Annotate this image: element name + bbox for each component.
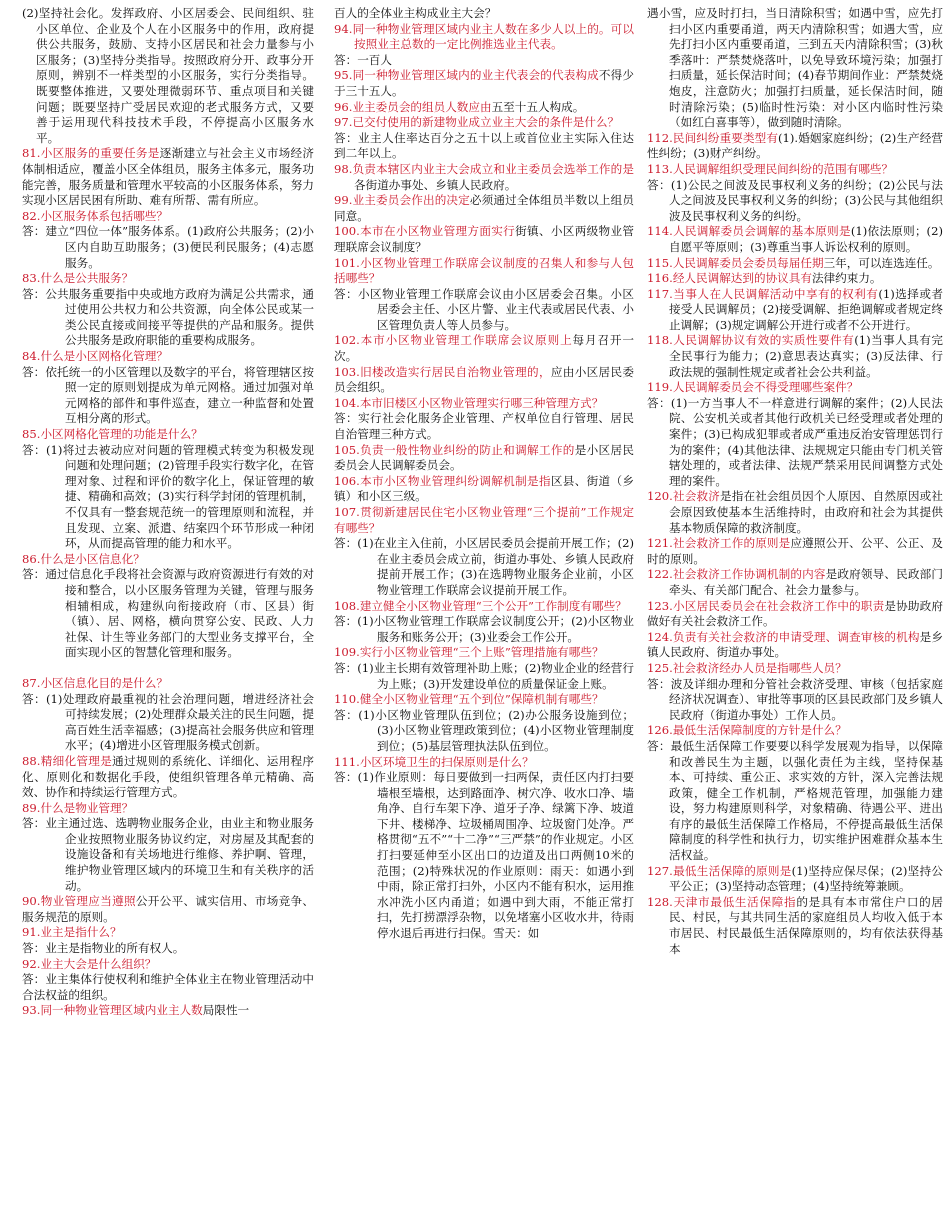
question-heading: 98.负责本辖区内业主大会成立和业主委员会选举工作的是 [334,161,634,176]
question-heading: 121.社会救济工作的原则是 [647,536,791,551]
question-heading: 113.人民调解组织受理民间纠纷的范围有哪些？ [647,161,894,176]
paragraph [22,287,314,349]
body-text: 必须通过全体组员半数以上组员同意。 [334,193,634,223]
question-heading: 104.本市旧楼区小区物业管理实行哪三种管理方式？ [334,395,604,410]
body-text: 答：依托统一的小区管理以及数字的平台，将管理辖区按照一定的原则划提成为单元网格。通过加强对单元网格的部件和事件巡查，建立一种监督和处置互相分离的形式。 [22,364,314,426]
body-text: 的是具有本市常住户口的居民、村民，与其共同生活的家庭组员人均收入低于本市居民、村民最低生活保障原则的，均有依法获得基本 [669,894,943,956]
body-text: 答：(1)在业主入住前，小区居民委员会提前开展工作；(2)在业主委员会成立前，街道办事处、乡镇人民政府提前开展工作；(3)在选聘物业服务企业前，小区物业管理工作联席会议提前开展工作。 [334,536,634,597]
body-text: 三年，可以连选连任。 [823,255,940,270]
question-heading: 108.建立健全小区物业管理“三个公开”工作制度有哪些？ [334,598,627,613]
body-text: 答：最低生活保障工作要要以科学发展观为指导，以保障和改善民生为主题，以强化责任为主线，坚持保基本、可持续、重公正、求实效的方针，深入完善法规政策，健全工作机制，严格规范管理，加强能力建设，努力构建原则科学，对象精确、待遇公平、进出有序的最低生活保障工作格局，不停提高最低生活保障制度的科学性和执行力，切实维护困难群众基本生活权益。 [647,738,943,863]
question-heading: 118.人民调解协议有效的实质性要件有 [647,333,855,348]
question-heading: 96.业主委员会的组员人数应由 [334,99,492,114]
paragraph [647,599,943,630]
question-heading: 102.本市小区物业管理工作联席会议原则上 [334,333,573,348]
paragraph [22,271,314,287]
question-heading: 122.社会救济工作协调机制的内容 [647,567,826,582]
paragraph [22,692,314,754]
question-heading: 109.实行小区物业管理“三个上账”管理措施有哪些？ [334,645,604,660]
paragraph [647,178,943,225]
question-heading: 119.人民调解委员会不得受理哪些案件？ [647,380,859,395]
paragraph [22,941,314,957]
paragraph [22,816,314,894]
question-heading: 91.业主是指什么？ [22,925,122,940]
body-text: 答：业主是指物业的所有权人。 [22,941,185,956]
paragraph [334,193,634,224]
column-right [647,6,943,1226]
question-heading: 124.负责有关社会救济的申请受理、调查审核的机构 [647,629,920,644]
question-heading: 101.小区物业管理工作联席会议制度的召集人和参与人包括哪些？ [334,255,634,286]
paragraph [22,957,314,973]
question-heading: 99.业主委员会作出的决定 [334,193,470,208]
body-text: 不得少于三十五人。 [334,68,634,98]
body-text: 答：通过信息化手段将社会资源与政府资源进行有效的对接和整合，以小区服务管理为关键，管理与服务相辅相成，构建纵向衔接政府（市、区县）街（镇）、居、网格，横向贯穿公安、民政、人力社保、计生等业务部门的大型业务支撑平台，全面实现小区的智慧化管理和服务。 [22,567,314,660]
question-heading: 84.什么是小区网格化管理？ [22,349,168,364]
paragraph [22,209,314,225]
paragraph [647,895,943,957]
body-text: 答：(1)作业原则：每日要做到一扫两保，责任区内打扫要墙根至墙根，达到路面净、树穴净、收水口净、墙角净、自行车架下净、道牙子净、绿篱下净、坡道下井、楼梯净、垃圾桶周围净、垃圾窗门处净。严格贯彻“五不”“十二净”“三严禁”的作业规定。小区打扫要延伸至小区出口的边道及出口两侧10米的范围；(2)特殊状况的作业原则：雨天：如遇小到中雨，除正常打扫外，小区内不能有积水，运用推水冲洗小区内甬道；如遇中到大雨，不能正常打扫，先打捞漂浮杂物，以免堵塞小区收水井，待雨停水退后再进行扫保。雪天：如 [334,770,634,941]
paragraph [647,739,943,864]
body-text: 答：(1)处理政府最重视的社会治理问题，增进经济社会可持续发展；(2)处理群众最关注的民生问题，提高百姓生活幸福感；(3)提高社会服务供应和管理水平；(4)增进小区管理服务模式创新。 [22,691,314,753]
body-text: 答：波及详细办理和分管社会救济受理、审核（包括家庭经济状况调查）、审批等事项的区县民政部门及乡镇人民政府（街道办事处）工作人员。 [647,676,943,722]
paragraph [647,131,943,162]
paragraph [647,162,943,178]
body-text: 百人的全体业主构成业主大会？ [334,6,497,20]
paragraph [647,723,943,739]
question-heading: 94.同一种物业管理区域内业主人数在多少人以上的。可以按照业主总数的一定比例推选业主代表。 [334,21,634,52]
question-heading: 128.天津市最低生活保障指 [647,894,797,909]
body-text: 答：(1)公民之间波及民事权利义务的纠纷；(2)公民与法人之间波及民事权利义务的纠纷；(3)公民与其他组织波及民事权利义务的纠纷。 [647,177,943,223]
paragraph [647,864,943,895]
body-text: 答：(1)小区物业管理工作联席会议制度公开；(2)小区物业服务和账务公开；(3)业委会工作公开。 [334,614,634,644]
paragraph [334,22,634,53]
body-text: 是乡镇人民政府、街道办事处。 [647,629,943,660]
paragraph [334,53,634,69]
paragraph [22,427,314,443]
paragraph [22,925,314,941]
paragraph [334,396,634,412]
paragraph [647,287,943,334]
question-heading: 97.已交付使用的新建物业成立业主大会的条件是什么？ [334,115,620,130]
question-heading: 106.本市小区物业管理纠纷调解机制是指 [334,473,551,488]
question-heading: 117.当事人在人民调解活动中享有的权利有 [647,286,879,301]
column-left [22,6,314,1226]
body-text: 答：(1)将过去被动应对问题的管理模式转变为积极发现问题和处理问题；(2)管理手段实行数字化，在管理对象、过程和评价的数字化上，保证管理的敏捷、精确和高效；(3)实行科学封闭的管理机制，不仅具有一整套规范统一的管理原则和流程，并且发现、立案、派遣、结案四个环节形成一种闭环，从而提高管理的能力和水平。 [22,442,314,551]
paragraph [647,536,943,567]
question-heading: 127.最低生活保障的原则是 [647,863,792,878]
question-heading: 123.小区居民委员会在社会救济工作中的职责 [647,598,885,613]
paragraph [22,1003,314,1019]
body-text: 答：(1)小区物业管理队伍到位；(2)办公服务设施到位；(3)小区物业管理政策到位；(4)小区物业管理制度到位；(5)基层管理执法队伍到位。 [334,707,634,753]
paragraph [334,661,634,692]
paragraph [647,271,943,287]
paragraph [334,131,634,162]
question-heading: 93.同一种物业管理区域内业主人数 [22,1003,203,1018]
paragraph [22,552,314,568]
paragraph [647,661,943,677]
paragraph [22,349,314,365]
body-text: 答：(1)业主长期有效管理补助上账；(2)物业企业的经营行为上账；(3)开发建设单位的质量保证金上账。 [334,660,634,691]
question-heading: 112.民间纠纷重要类型有 [647,130,778,145]
question-heading: 120.社会救济 [647,489,720,504]
body-text: 五至十五人构成。 [491,99,585,114]
body-text: 答：实行社会化服务企业管理、产权单位自行管理、居民自治管理三种方式。 [334,411,634,442]
question-heading: 90.物业管理应当遵照 [22,894,136,909]
paragraph-spacer [22,661,314,676]
paragraph [647,380,943,396]
body-text: 答：业主集体行使权利和维护全体业主在物业管理活动中合法权益的组织。 [22,972,314,1002]
paragraph [647,630,943,661]
body-text: 答：(1)一方当事人不一样意进行调解的案件；(2)人民法院、公安机关或者其他行政机关已经受理或者处理的案件；(3)已构成犯罪或者成严重违反治安管理惩罚行为的案件；(4)其他法律、法规规定只能由专门机关管辖处理的，或者法律、法规严禁采用民间调整方式处理的案件。 [647,395,943,488]
body-text: 区县、街道（乡镇）和小区三级。 [334,473,634,504]
question-heading: 115.人民调解委员会委员每届任期 [647,255,824,270]
paragraph [334,505,634,536]
paragraph [22,567,314,661]
paragraph [647,6,943,131]
body-text: (1)依法原则；(2)自愿平等原则；(3)尊重当事人诉讼权利的原则。 [669,224,943,254]
body-text: 是指在社会组员因个人原因、自然原因或社会原因致使基本生活维持时，由政府和社会为其提供基本物质保障的救济制度。 [669,489,943,535]
body-text: 答：公共服务重要指中央或地方政府为满足公共需求，通过使用公共权力和公共资源，向全体公民或某一类公民直接或间接平等提供的产品和服务。提供公共服务是政府职能的重要构成服务。 [22,286,314,348]
question-heading: 126.最低生活保障制度的方针是什么？ [647,723,847,738]
question-heading: 107.贯彻新建居民住宅小区物业管理“三个提前”工作规定有哪些？ [334,505,634,535]
question-heading: 103.旧楼改造实行居民自治物业管理的， [334,364,551,379]
question-heading: 85.小区网格化管理的功能是什么？ [22,427,203,442]
paragraph [22,754,314,801]
question-heading: 82.小区服务体系包括哪些？ [22,208,168,223]
paragraph [22,972,314,1003]
paragraph [334,224,634,255]
paragraph [334,708,634,755]
body-text: 每月召开一次。 [334,333,634,364]
paragraph [334,68,634,99]
question-heading: 86.什么是小区信息化？ [22,551,145,566]
body-text: 局限性一 [202,1003,250,1018]
paragraph [647,396,943,490]
body-text: (1)坚持应保尽保；(2)坚持公平公正；(3)坚持动态管理；(4)坚持统筹兼顾。 [669,863,943,894]
paragraph [22,676,314,692]
question-heading: 111.小区环境卫生的扫保原则是什么？ [334,754,534,769]
question-heading: 116.经人民调解达到的协议具有 [647,271,812,286]
body-text: 是政府领导、民政部门牵头、有关部门配合、社会力量参与。 [669,567,943,597]
paragraph [647,256,943,272]
body-text: 答：建立“四位一体”服务体系。(1)政府公共服务；(2)小区内自助互助服务；(3)便民利民服务；(4)志愿服务。 [22,224,314,270]
body-text: (1)当事人具有完全民事行为能力；(2)意思表达真实；(3)反法律、行政法规的强制性规定或者社会公共利益。 [669,333,943,379]
paragraph [334,474,634,505]
body-text: (1)选择或者接受人民调解员；(2)接受调解、拒绝调解或者规定终止调解；(3)规定调解公开进行或者不公开进行。 [669,286,943,332]
body-text: 答：小区物业管理工作联席会议由小区居委会召集。小区居委会主任、小区片警、业主代表或居民代表、小区管理负责人等人员参与。 [334,286,634,332]
question-heading: 83.什么是公共服务？ [22,271,134,286]
paragraph [22,365,314,427]
body-text: 各街道办事处、乡镇人民政府。 [354,177,517,192]
paragraph [334,115,634,131]
paragraph [647,224,943,255]
paragraph [334,770,634,942]
body-text: 应由小区居民委员会组织。 [334,364,634,395]
body-text: 法律约束力。 [811,271,882,286]
paragraph [22,146,314,208]
body-text: 答：一百人 [334,52,392,67]
body-text: (1).婚姻家庭纠纷；(2)生产经营性纠纷；(3)财产纠纷。 [647,130,943,161]
body-text: 答：业主通过选、选聘物业服务企业，由业主和物业服务企业按照物业服务协议约定，对房屋及其配套的设施设备和有关场地进行维修、养护啊、管理，维护物业管理区域内的环境卫生和有关秩序的活动。 [22,816,314,893]
paragraph [22,801,314,817]
body-text: 是小区居民委员会人民调解委员会。 [334,442,634,473]
column-middle [334,6,634,1226]
paragraph [22,6,314,146]
paragraph [647,567,943,598]
paragraph [647,677,943,724]
question-heading: 92.业主大会是什么组织？ [22,956,157,971]
body-text: 街镇、小区两级物业管理联席会议制度？ [334,224,634,254]
paragraph [334,614,634,645]
body-text: 逐渐建立与社会主义市场经济体制相适应，覆盖小区全体组员，服务主体多元，服务功能完善，服务质量和管理水平较高的小区服务体系，努力实现小区居民困有所助、难有所帮、需有所应。 [22,146,314,208]
paragraph [334,6,634,22]
body-text: 通过规则的系统化、详细化、运用程序化、原则化和数据化手段，使组织管理各单元精确、高效、协作和持续运行管理方式。 [22,753,314,800]
paragraph [22,224,314,271]
body-text: 答：业主人住率达百分之五十以上或首位业主实际入住达到二年以上。 [334,130,634,161]
question-heading: 95.同一种物业管理区域内的业主代表会的代表构成 [334,68,599,83]
paragraph [334,443,634,474]
paragraph [334,365,634,396]
paragraph [22,443,314,552]
question-heading: 81.小区服务的重要任务是 [22,146,160,161]
paragraph [334,256,634,287]
paragraph [334,162,634,193]
body-text: (2)坚持社会化。发挥政府、小区居委会、民间组织、驻小区单位、企业及个人在小区服务中的作用，政府提供公共服务，鼓励、支持小区居民和社会力量参与小区服务；(3)坚持分类指导。按照政府分开、政事分开原则，辨别不一样类型的小区服务，实行分类指导。既要整体推进，又要处理微弱环节、重点项目和关键问题；既要坚持广受居民欢迎的老式服务方式，又要善于运用现代科技技术手段，不停提高小区服务水平。 [22,6,314,145]
question-heading: 114.人民调解委员会调解的基本原则是 [647,224,851,239]
paragraph [334,692,634,708]
body-text: 公开公平、诚实信用、市场竞争、服务规范的原则。 [22,894,314,924]
paragraph [647,489,943,536]
question-heading: 89.什么是物业管理？ [22,800,134,815]
paragraph [647,333,943,380]
paragraph [334,100,634,116]
question-heading: 87.小区信息化目的是什么？ [22,675,168,690]
paragraph [334,411,634,442]
question-heading: 105.负责一般性物业纠纷的防止和调解工作的 [334,442,575,457]
paragraph [334,333,634,364]
paragraph [334,287,634,334]
question-heading: 100.本市在小区物业管理方面实行 [334,224,516,239]
paragraph [334,755,634,771]
paragraph [334,645,634,661]
question-heading: 110.健全小区物业管理“五个到位”保障机制有哪些？ [334,692,604,707]
question-heading: 125.社会救济经办人员是指哪些人员？ [647,660,847,675]
paragraph [334,536,634,598]
question-heading: 88.精细化管理是 [22,753,113,768]
body-text: 应遵照公开、公平、公正、及时的原则。 [647,536,943,566]
body-text: 是协助政府做好有关社会救济工作。 [647,598,943,629]
paragraph [334,599,634,615]
body-text: 遇小雪，应及时打扫，当日清除积雪；如遇中雪，应先打扫小区内重要甬道，两天内清除积雪；如遇大雪，应先打扫小区内重要甬道，三到五天内清除积雪；(3)秋季落叶：严禁焚烧落叶，以免导致环境污染；加强打扫质量，延长保洁时间；(4)春节期间作业：严禁焚烧炮皮，注意防火；加强打扫质量，延长保洁时间，随时清除污染；(5)临时性污染：对小区内临时性污染（如红白喜事等），做到随时清除。 [647,6,943,130]
paragraph [22,894,314,925]
